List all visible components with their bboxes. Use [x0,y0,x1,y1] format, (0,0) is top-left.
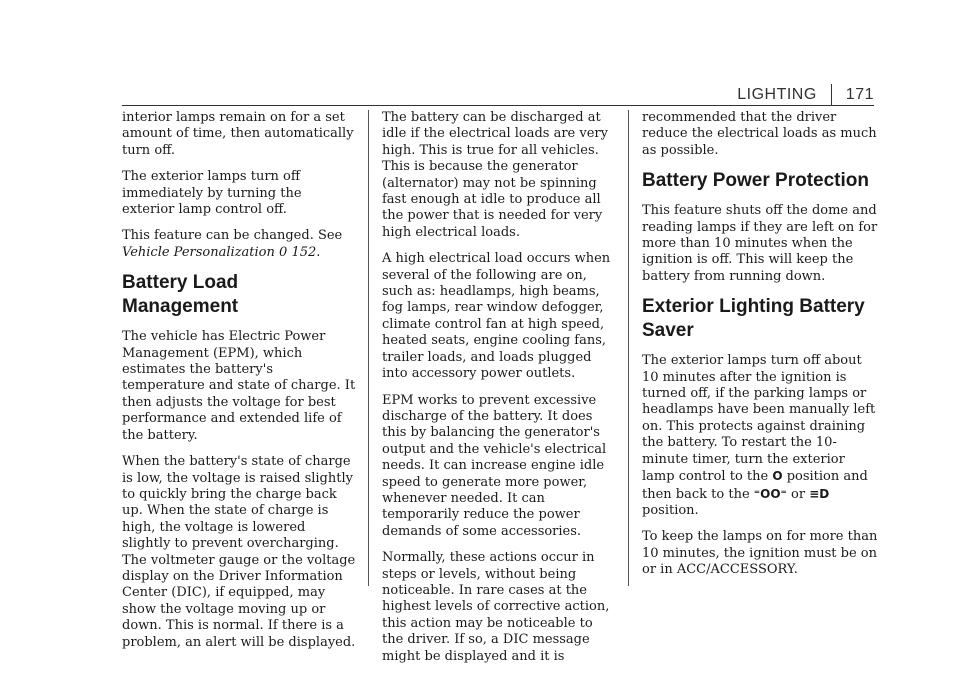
section-heading: Battery Power Protection [642,170,869,192]
section-heading: Battery Load Management [122,272,239,318]
paragraph: EPM works to prevent excessive discharge of the battery. It does this by balancing the generator's output and the vehicle's electrical needs. It can increase engine idle speed to generate more power, whenever needed. It can temporarily reduce the power demands of some accessories. [382,392,607,539]
paragraph: This feature shuts off the dome and reading lamps if they are left on for more than 10 minutes when the ignition is off. This will keep the battery from running down. [642,203,878,284]
section-heading: Exterior Lighting Battery Saver [642,296,865,342]
paragraph: Normally, these actions occur in steps or levels, without being noticeable. In rare cases at the highest levels of corrective action, this action may be noticeable to the driver. If so, a DIC message might be displayed and it is [382,550,610,664]
paragraph-text: or [791,486,806,502]
cross-reference-link[interactable] [122,245,316,260]
column-divider [628,110,629,586]
paragraph-text: position and then back to the [642,469,868,502]
column-3 [642,110,878,589]
column-2 [382,110,616,675]
paragraph [122,228,356,261]
reference-title[interactable]: Vehicle Personalization [122,244,275,260]
paragraph-text: This feature can be changed. See [122,228,343,244]
paragraph: A high electrical load occurs when several of the following are on, such as: headlamps, high beams, fog lamps, rear window defogger, climate control fan at high speed, heated seats, engine cooling fans, trailer loads, and loads plugged into accessory power outlets. [382,251,611,382]
header-separator [831,84,832,106]
paragraph: interior lamps remain on for a set amount of time, then automatically turn off. [122,110,354,158]
page-header [737,84,874,106]
column-divider [368,110,369,586]
parking-lamps-icon: ⁼OO⁼ [753,486,787,501]
paragraph: The battery can be discharged at idle if the electrical loads are very high. This is true for all vehicles. This is because the generator (alternator) may not be spinning fast enough at idle to produce all the power that is needed for very high electrical loads. [382,110,608,240]
page-ref-arrow-icon: 0 [279,244,288,260]
paragraph-text: position. [642,502,699,518]
period: . [316,244,321,260]
headlamps-icon: ≡D [809,486,830,501]
paragraph: The vehicle has Electric Power Management (EPM), which estimates the battery's temperature and state of charge. It then adjusts the voltage for best performance and extended life of the battery. [122,329,356,443]
section-title: LIGHTING [737,86,817,103]
paragraph: recommended that the driver reduce the electrical loads as much as possible. [642,110,877,158]
reference-page[interactable]: 152 [291,244,317,260]
page-number: 171 [845,86,874,103]
paragraph-text: The exterior lamps turn off about 10 minutes after the ignition is turned off, if the parking lamps or headlamps have been manually left on. This protects against draining the battery. To restart the 10-minute timer, turn the exterior lamp control to the [642,353,876,485]
paragraph [642,353,878,519]
paragraph: When the battery's state of charge is low, the voltage is raised slightly to quickly bring the charge back up. When the state of charge is high, the voltage is lowered slightly to prevent overcharging. The voltmeter gauge or the voltage display on the Driver Information Center (DIC), if equipped, may show the voltage moving up or down. This is normal. If there is a problem, an alert will be displayed. [122,454,356,650]
paragraph: The exterior lamps turn off immediately by turning the exterior lamp control off. [122,169,302,218]
paragraph: To keep the lamps on for more than 10 minutes, the ignition must be on or in ACC/ACCESSORY. [642,529,878,578]
lamp-off-icon: O [772,469,783,484]
header-rule [122,105,874,106]
column-1 [122,110,356,661]
